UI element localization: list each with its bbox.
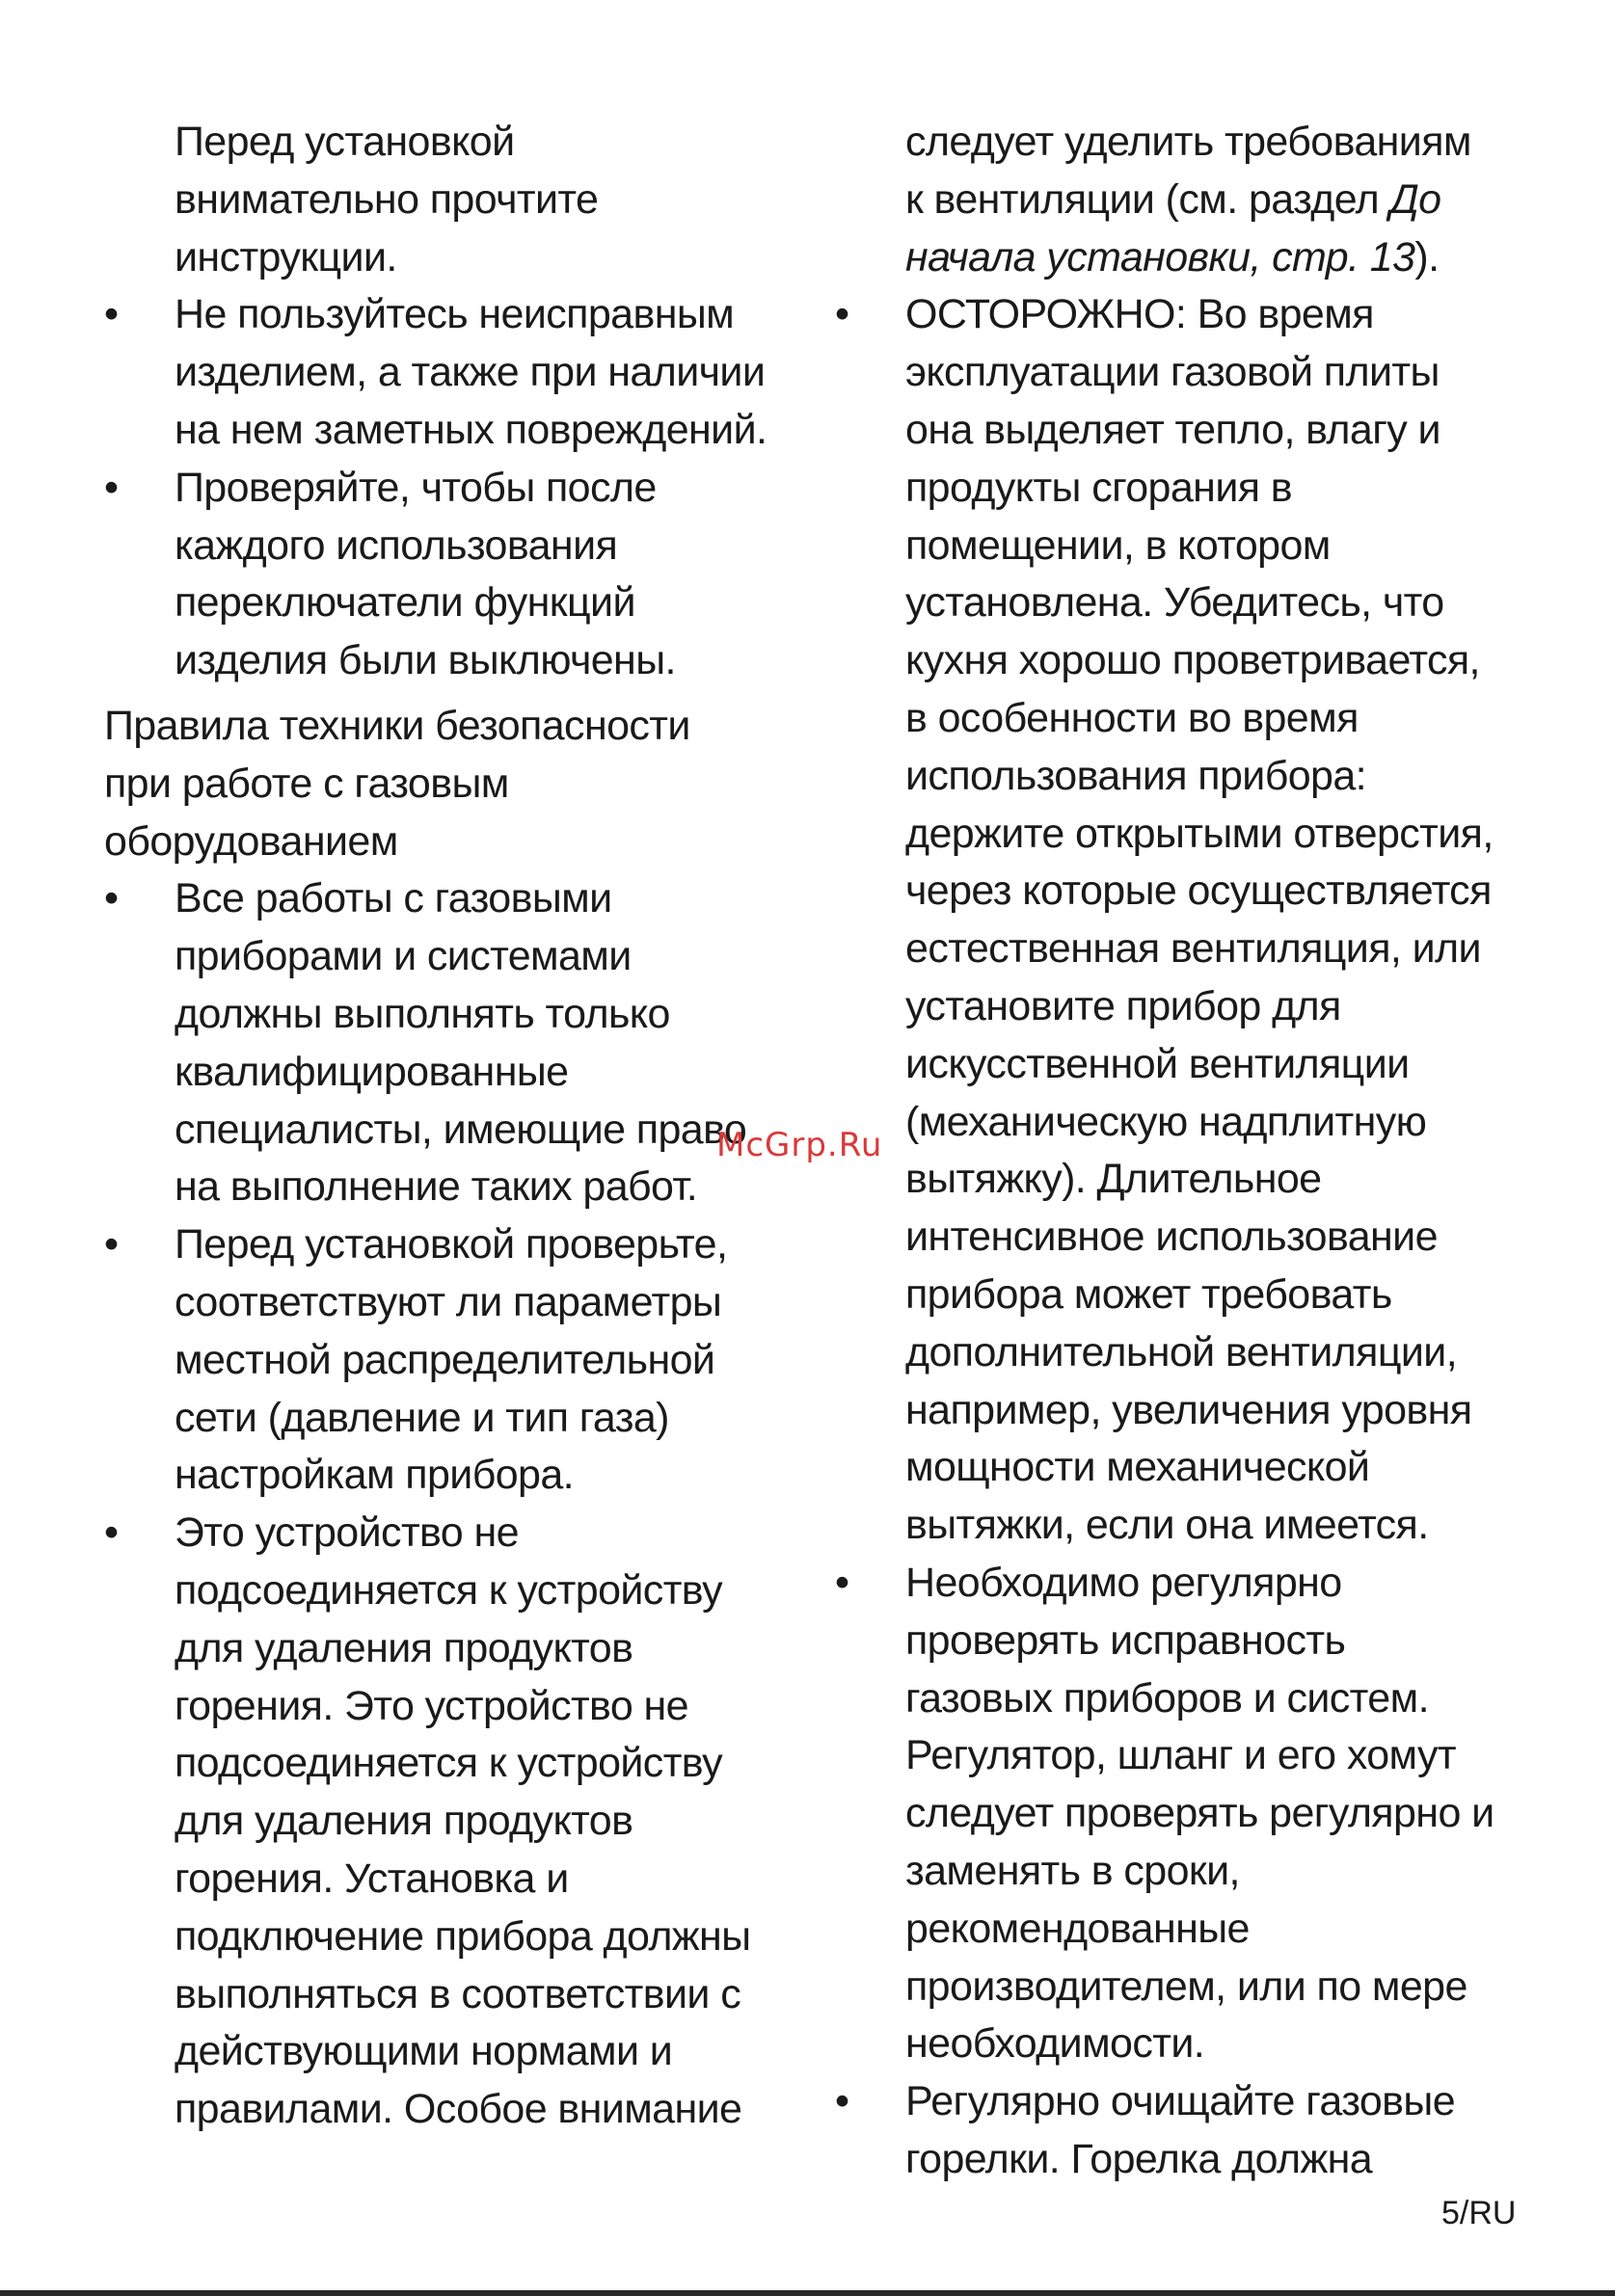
text-line: на выполнение таких работ. [175, 1163, 698, 1211]
text-line: естественная вентиляция, или [905, 925, 1481, 973]
text-line: переключатели функций [175, 579, 635, 627]
text-line: прибора может требовать [905, 1270, 1392, 1318]
bullet-item [104, 460, 818, 690]
text-line: для удаления продуктов [175, 1798, 633, 1845]
text-line: настройкам прибора. [175, 1452, 575, 1499]
text-line: • Проверяйте, чтобы после [175, 464, 657, 511]
text-line: • Перед установкой проверьте, [175, 1221, 728, 1268]
text-line: специалисты, имеющие право [175, 1106, 747, 1153]
text-line: при работе с газовым [104, 760, 509, 807]
text-line: сети (давление и тип газа) [175, 1394, 669, 1441]
text-line: следует уделить требованиям [905, 119, 1471, 165]
text-line: дополнительной вентиляции, [905, 1328, 1458, 1375]
text-line: держите открытыми отверстия, [905, 810, 1494, 857]
bullet-item [104, 870, 818, 1216]
left-column [104, 114, 818, 2139]
text-line [905, 229, 1529, 287]
text-line: выполняться в соответствии с [175, 1970, 741, 2017]
text-line: заменять в сроки, [905, 1847, 1240, 1894]
text-line: горения. Это устройство не [175, 1682, 688, 1729]
text-line: местной распределительной [175, 1336, 715, 1383]
text-line: следует проверять регулярно и [905, 1790, 1494, 1837]
text-line: установите прибор для [905, 982, 1341, 1029]
text-line: правилами. Особое внимание [175, 2086, 742, 2133]
text-line: горелки. Горелка должна [905, 2135, 1373, 2182]
continuation-paragraph [835, 114, 1529, 286]
text-line: • Все работы с газовыми [175, 875, 612, 922]
text-line: например, увеличения уровня [905, 1386, 1472, 1433]
text-line: • Это устройство не [175, 1509, 519, 1557]
text-line: действующими нормами и [175, 2028, 673, 2075]
bullet-item [104, 1505, 818, 2139]
text-line: каждого использования [175, 521, 618, 569]
section-reference[interactable]: До [1389, 175, 1441, 223]
text-line: Правила техники безопасности [104, 702, 690, 749]
text-line: продукты сгорания в [905, 464, 1293, 511]
text-line: подсоединяется к устройству [175, 1740, 722, 1787]
text-line: производителем, или по мере [905, 1962, 1467, 2010]
text-line: в особенности во время [905, 694, 1359, 741]
bullet-item [835, 1555, 1529, 2073]
text-line: установлена. Убедитесь, что [905, 579, 1444, 627]
bottom-rule [0, 2290, 1615, 2296]
text-line: на нем заметных повреждений. [175, 406, 767, 453]
text-line: оборудованием [104, 817, 398, 865]
text-line: рекомендованные [905, 1905, 1250, 1952]
text-line: кухня хорошо проветривается, [905, 637, 1480, 684]
text-line: изделием, а также при наличии [175, 349, 766, 396]
text-line: использования прибора: [905, 752, 1367, 799]
bullet-item [835, 2073, 1529, 2189]
text-line: вытяжки, если она имеется. [905, 1502, 1429, 1549]
text-line: искусственной вентиляции [905, 1040, 1410, 1087]
right-bullet-list [835, 286, 1529, 2188]
text-line: она выделяет тепло, влагу и [905, 406, 1440, 453]
text-line: помещении, в котором [905, 521, 1331, 569]
section-reference[interactable]: начала установки, стр. 13 [905, 233, 1415, 280]
bullet-item [104, 286, 818, 459]
text-line: соответствуют ли параметры [175, 1278, 722, 1325]
text-line: • Регулярно очищайте газовые [905, 2078, 1456, 2125]
text-line: квалифицированные [175, 1048, 569, 1095]
text-line: интенсивное использование [905, 1214, 1438, 1261]
text-line: вытяжку). Длительное [905, 1156, 1322, 1203]
text-line: проверять исправность [905, 1616, 1346, 1664]
text-line: должны выполнять только [175, 990, 670, 1037]
text-line: • ОСТОРОЖНО: Во время [905, 291, 1374, 338]
text-line: подсоединяется к устройству [175, 1566, 722, 1614]
text-line: • Не пользуйтесь неисправным [175, 291, 735, 338]
text-line: необходимости. [905, 2020, 1205, 2068]
text-span: к вентиляции (см. раздел [905, 175, 1390, 223]
page-number: 5/RU [1441, 2195, 1517, 2231]
text-line: через которые осуществляется [905, 868, 1492, 915]
continuation-paragraph [104, 114, 818, 286]
text-line: газовых приборов и систем. [905, 1674, 1429, 1722]
text-line: • Необходимо регулярно [905, 1559, 1342, 1606]
text-line: эксплуатации газовой плиты [905, 349, 1440, 396]
text-line: инструкции. [175, 233, 397, 280]
text-line: (механическую надплитную [905, 1098, 1427, 1145]
text-line [905, 172, 1529, 229]
watermark: McGrp.Ru [716, 1126, 883, 1164]
text-line: изделия были выключены. [175, 637, 676, 684]
text-span: ). [1414, 233, 1440, 280]
text-line: приборами и системами [175, 933, 632, 980]
text-line: для удаления продуктов [175, 1624, 633, 1671]
text-line: горения. Установка и [175, 1855, 569, 1902]
text-line: Перед установкой [175, 119, 515, 165]
right-column [835, 114, 1529, 2189]
section-heading [104, 698, 818, 870]
text-line: внимательно прочтите [175, 175, 599, 223]
text-line: подключение прибора должны [175, 1912, 751, 1960]
bullet-item [104, 1216, 818, 1505]
bullet-item [835, 286, 1529, 1555]
text-line: мощности механической [905, 1444, 1370, 1491]
text-line: Регулятор, шланг и его хомут [905, 1732, 1456, 1779]
